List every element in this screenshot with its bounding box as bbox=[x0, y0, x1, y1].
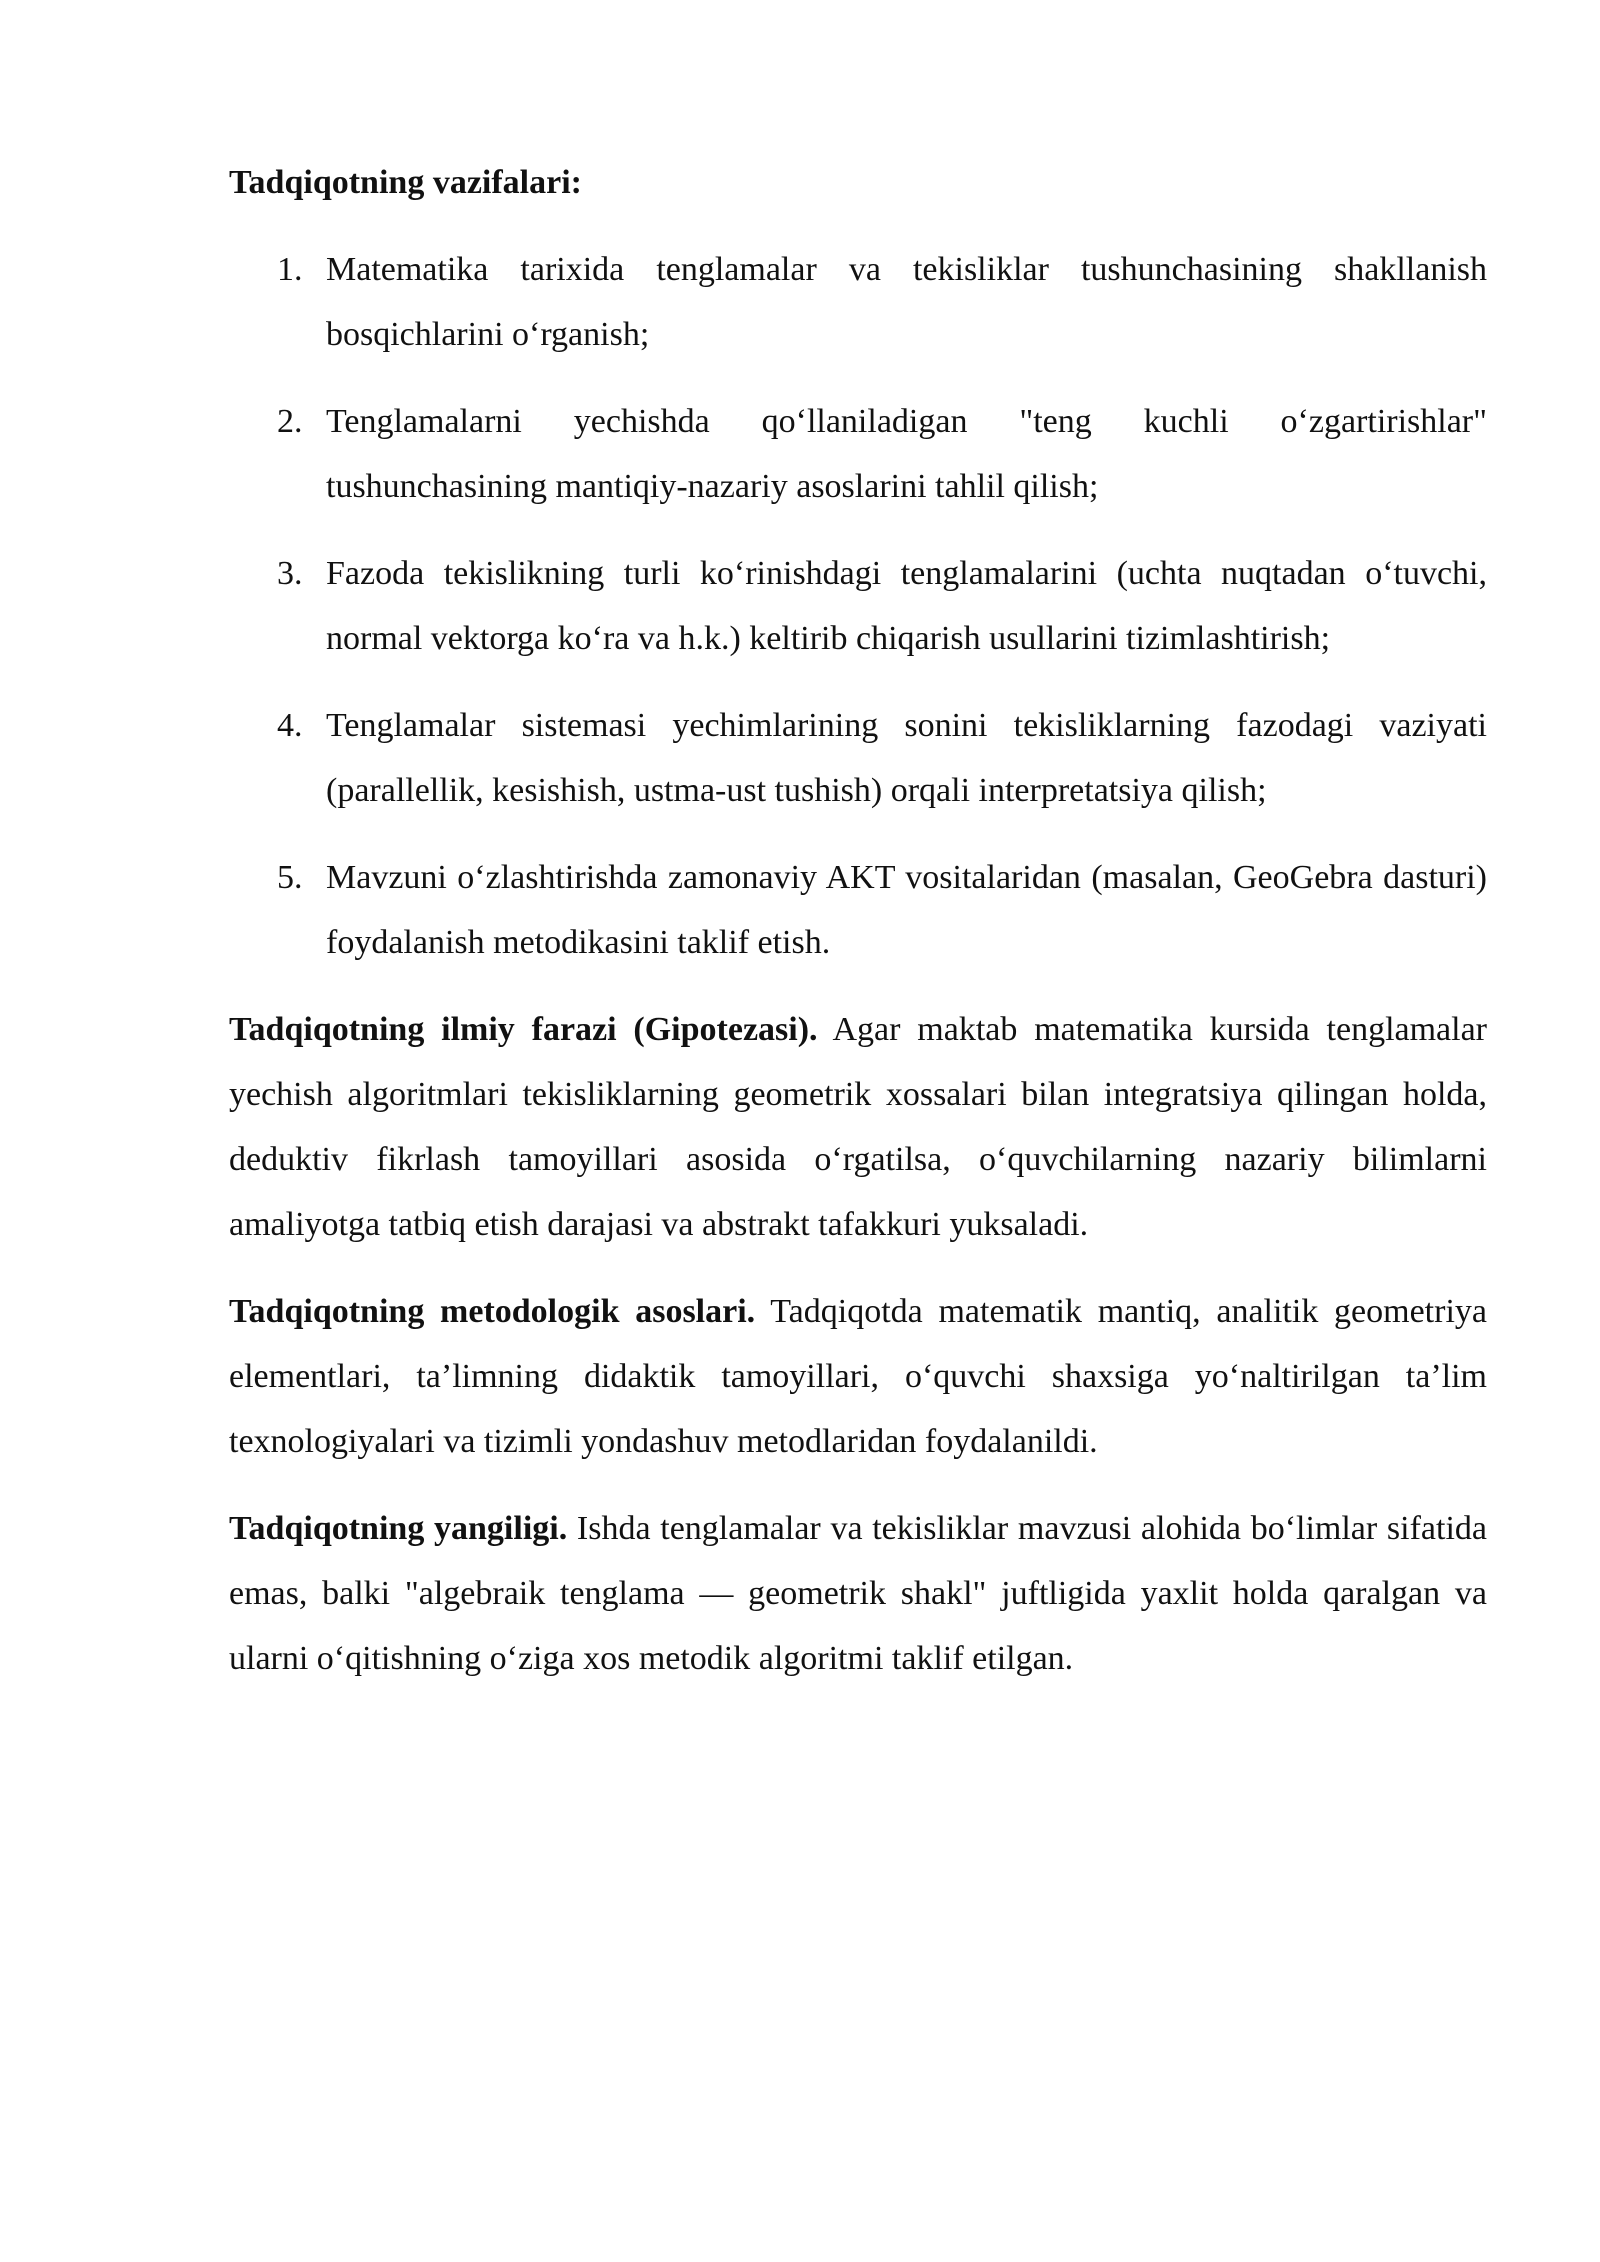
hypothesis-text: Agar maktab matematika kursida tenglamalar yechish algoritmlari tekisliklarning geometrik xossalari bilan integratsiya qilingan holda, deduktiv fikrlash tamoyillari asosida o‘rgatilsa, o‘quvchilarning nazariy bilimlarni amaliyotga tatbiq etish darajasi va abstrakt tafakkuri yuksaladi. bbox=[229, 1011, 1487, 1243]
list-item-text: Tenglamalar sistemasi yechimlarining sonini tekisliklarning fazodagi vaziyati (parallellik, kesishish, ustma-ust tushish) orqali interpretatsiya qilish; bbox=[326, 707, 1487, 809]
methodology-paragraph bbox=[229, 1279, 1487, 1474]
list-item-number: 2. bbox=[277, 403, 303, 440]
list-item-text: Tenglamalarni yechishda qo‘llaniladigan "teng kuchli o‘zgartirishlar" tushunchasining mantiqiy-nazariy asoslarini tahlil qilish; bbox=[326, 403, 1487, 505]
list-item bbox=[229, 237, 1487, 367]
list-item bbox=[229, 541, 1487, 671]
methodology-label: Tadqiqotning metodologik asoslari. bbox=[229, 1293, 756, 1330]
document-page bbox=[229, 150, 1487, 1713]
list-item bbox=[229, 845, 1487, 975]
novelty-paragraph bbox=[229, 1496, 1487, 1691]
hypothesis-label: Tadqiqotning ilmiy farazi (Gipotezasi). bbox=[229, 1011, 818, 1048]
list-item-text: Mavzuni o‘zlashtirishda zamonaviy AKT vositalaridan (masalan, GeoGebra dasturi) foydalanish metodikasini taklif etish. bbox=[326, 859, 1487, 961]
list-item-number: 1. bbox=[277, 251, 303, 288]
list-item-text: Matematika tarixida tenglamalar va tekisliklar tushunchasining shakllanish bosqichlarini o‘rganish; bbox=[326, 251, 1487, 353]
tasks-list bbox=[229, 237, 1487, 975]
list-item-text: Fazoda tekislikning turli ko‘rinishdagi tenglamalarini (uchta nuqtadan o‘tuvchi, normal vektorga ko‘ra va h.k.) keltirib chiqarish usullarini tizimlashtirish; bbox=[326, 555, 1487, 657]
novelty-text: Ishda tenglamalar va tekisliklar mavzusi alohida bo‘limlar sifatida emas, balki "algebraik tenglama — geometrik shakl" juftligida yaxlit holda qaralgan va ularni o‘qitishning o‘ziga xos metodik algoritmi taklif etilgan. bbox=[229, 1510, 1487, 1677]
hypothesis-paragraph bbox=[229, 997, 1487, 1257]
tasks-heading: Tadqiqotning vazifalari: bbox=[229, 164, 582, 201]
list-item-number: 3. bbox=[277, 555, 303, 592]
list-item-number: 4. bbox=[277, 707, 303, 744]
list-item bbox=[229, 693, 1487, 823]
methodology-text: Tadqiqotda matematik mantiq, analitik geometriya elementlari, ta’limning didaktik tamoyillari, o‘quvchi shaxsiga yo‘naltirilgan ta’lim texnologiyalari va tizimli yondashuv metodlaridan foydalanildi. bbox=[229, 1293, 1487, 1460]
novelty-label: Tadqiqotning yangiligi. bbox=[229, 1510, 568, 1547]
list-item bbox=[229, 389, 1487, 519]
list-item-number: 5. bbox=[277, 859, 303, 896]
